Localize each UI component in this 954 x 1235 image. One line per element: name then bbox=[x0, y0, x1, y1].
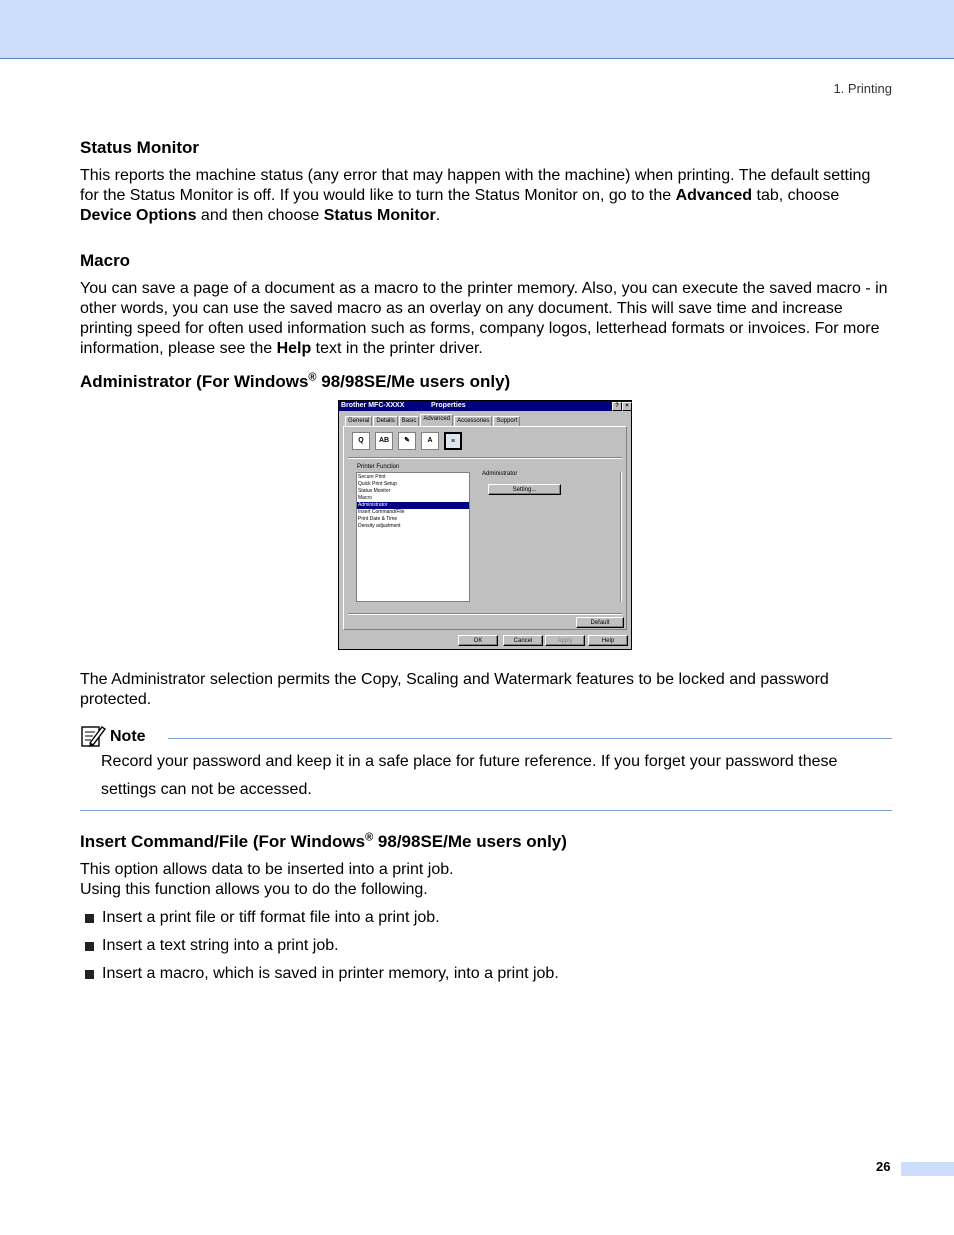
bold-advanced: Advanced bbox=[675, 187, 753, 204]
text-run: This reports the machine status (any error that may happen with the machine) when printing. The default setting for the Status Monitor is off. If you would like to turn the Status Monitor on, go to the bbox=[80, 167, 871, 204]
divider bbox=[348, 613, 622, 615]
chapter-label: 1. Printing bbox=[833, 81, 892, 96]
bullet-square-icon bbox=[85, 942, 94, 951]
note-text: Record your password and keep it in a safe place for future reference. If you forget your password these settings can not be accessed. bbox=[101, 753, 838, 798]
list-item[interactable]: Quick Print Setup bbox=[358, 481, 397, 487]
bold-status-monitor: Status Monitor bbox=[323, 207, 436, 224]
list-item[interactable]: Secure Print bbox=[358, 474, 386, 480]
section-title-status-monitor: Status Monitor bbox=[80, 138, 199, 157]
page-number: 26 bbox=[876, 1159, 891, 1174]
macro-paragraph bbox=[80, 279, 892, 359]
title-part: 98/98SE/Me users only) bbox=[316, 372, 511, 391]
title-part: Insert Command/File (For Windows bbox=[80, 832, 366, 851]
help-icon[interactable]: ? bbox=[612, 402, 622, 411]
insert-command-line1: This option allows data to be inserted into a print job. bbox=[80, 861, 454, 878]
list-item bbox=[80, 908, 892, 928]
close-icon[interactable]: × bbox=[622, 402, 632, 411]
properties-dialog bbox=[338, 400, 632, 650]
header-band bbox=[0, 0, 954, 59]
tab-advanced[interactable]: Advanced bbox=[420, 414, 453, 426]
cancel-button[interactable]: Cancel bbox=[503, 635, 543, 646]
bullet-square-icon bbox=[85, 914, 94, 923]
status-monitor-paragraph bbox=[80, 166, 892, 226]
apply-button[interactable]: Apply bbox=[545, 635, 585, 646]
watermark-icon[interactable]: ✎ bbox=[398, 432, 416, 450]
text-run: . bbox=[435, 207, 441, 224]
list-item-selected[interactable]: Administrator bbox=[357, 502, 469, 509]
section-title-macro: Macro bbox=[80, 251, 131, 270]
divider bbox=[348, 457, 622, 459]
list-item[interactable]: Macro bbox=[358, 495, 372, 501]
printer-function-list[interactable] bbox=[356, 472, 470, 602]
section-title-administrator bbox=[80, 371, 892, 392]
tab-accessories[interactable]: Accessories bbox=[454, 416, 492, 426]
group-border bbox=[620, 472, 622, 602]
note-rule bbox=[168, 738, 892, 739]
default-button[interactable]: Default bbox=[576, 617, 624, 628]
page-setting-icon[interactable]: A bbox=[421, 432, 439, 450]
bullet-text: Insert a macro, which is saved in printer memory, into a print job. bbox=[102, 965, 559, 982]
dialog-title-suffix: Properties bbox=[431, 402, 466, 409]
bold-device-options: Device Options bbox=[80, 207, 197, 224]
registered-mark: ® bbox=[365, 831, 374, 844]
dialog-title: Brother MFC-XXXX bbox=[341, 402, 405, 409]
bullet-square-icon bbox=[85, 970, 94, 979]
note-pencil-icon bbox=[80, 724, 106, 748]
printer-function-label: Printer Function bbox=[357, 464, 400, 470]
tab-support[interactable]: Support bbox=[493, 416, 520, 426]
section-title-insert-command bbox=[80, 831, 892, 852]
title-part: 98/98SE/Me users only) bbox=[373, 832, 567, 851]
page-content bbox=[80, 137, 892, 984]
feature-icon-bar bbox=[352, 432, 467, 450]
help-button[interactable]: Help bbox=[588, 635, 628, 646]
device-options-icon[interactable]: ≡ bbox=[444, 432, 462, 450]
advanced-panel bbox=[343, 426, 627, 630]
list-item[interactable]: Print Date & Time bbox=[358, 516, 398, 522]
bullet-list bbox=[80, 908, 892, 984]
note-bottom-rule bbox=[80, 810, 892, 811]
note-header bbox=[80, 724, 892, 750]
list-item bbox=[80, 964, 892, 984]
administrator-group-label: Administrator bbox=[482, 471, 518, 477]
screenshot-figure bbox=[80, 400, 892, 652]
dialog-title-bar bbox=[339, 401, 631, 411]
text-run: You can save a page of a document as a macro to the printer memory. Also, you can execute the saved macro - in other words, you can use the saved macro as an overlay on any document. This will save time and increase printing speed for often used information such as forms, company logos, letterhead formats or invoices. For more information, please see the bbox=[80, 280, 888, 357]
note-label: Note bbox=[110, 728, 146, 745]
bullet-text: Insert a print file or tiff format file into a print job. bbox=[102, 909, 440, 926]
bold-help: Help bbox=[276, 340, 312, 357]
setting-button[interactable]: Setting... bbox=[488, 484, 561, 495]
list-item[interactable]: Status Monitor bbox=[358, 488, 391, 494]
text-run: and then choose bbox=[196, 207, 324, 224]
insert-command-line2: Using this function allows you to do the following. bbox=[80, 881, 428, 898]
list-item[interactable]: Density adjustment bbox=[358, 523, 401, 529]
tab-basic[interactable]: Basic bbox=[399, 416, 420, 426]
bullet-text: Insert a text string into a print job. bbox=[102, 937, 339, 954]
text-run: text in the printer driver. bbox=[311, 340, 483, 357]
text-run: tab, choose bbox=[752, 187, 840, 204]
tab-details[interactable]: Details bbox=[373, 416, 397, 426]
administrator-paragraph: The Administrator selection permits the Copy, Scaling and Watermark features to be locked and password protected. bbox=[80, 671, 829, 708]
registered-mark: ® bbox=[308, 371, 317, 384]
tab-strip bbox=[345, 416, 521, 426]
title-part: Administrator (For Windows bbox=[80, 372, 309, 391]
page-number-tab bbox=[901, 1162, 954, 1176]
list-item[interactable]: Insert Command/File bbox=[358, 509, 405, 515]
tab-general[interactable]: General bbox=[345, 416, 372, 426]
list-item bbox=[80, 936, 892, 956]
duplex-icon[interactable]: AB bbox=[375, 432, 393, 450]
ok-button[interactable]: OK bbox=[458, 635, 498, 646]
quality-icon[interactable]: Q bbox=[352, 432, 370, 450]
